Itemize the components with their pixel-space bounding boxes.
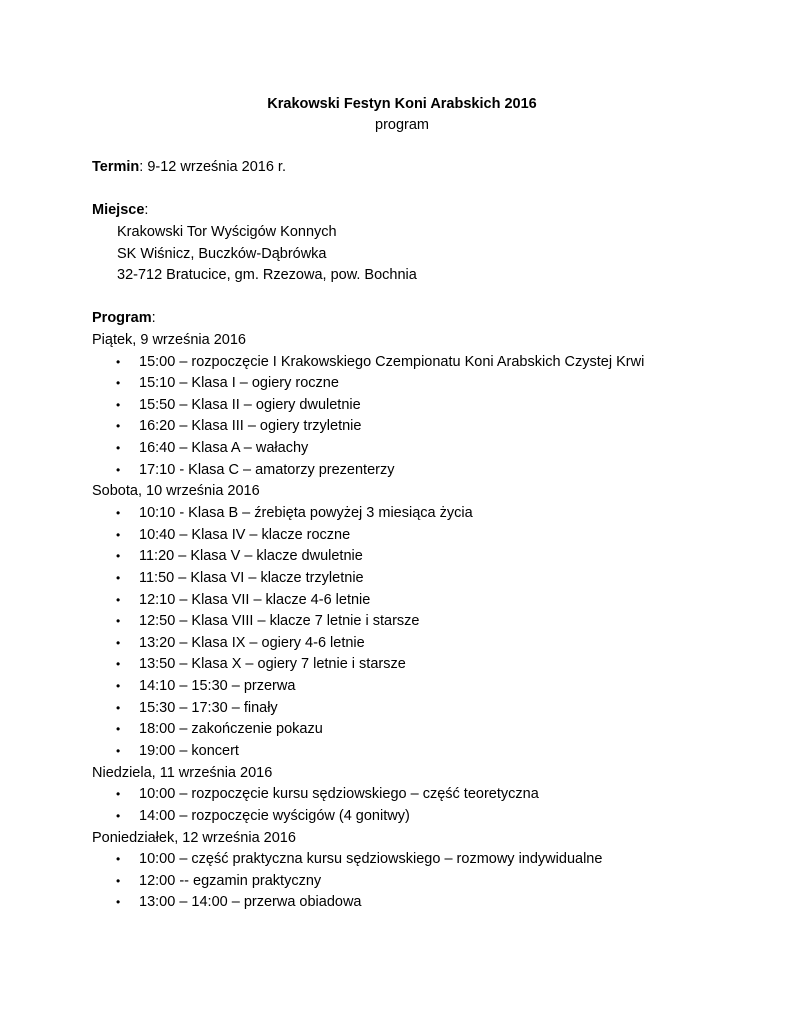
schedule-item — [92, 525, 712, 547]
day-heading: Sobota, 10 września 2016 — [92, 483, 260, 500]
bullet-icon: • — [116, 852, 121, 867]
termin-line — [92, 157, 712, 179]
program-suffix: : — [151, 310, 156, 327]
schedule-item — [92, 611, 712, 633]
schedule-item-text: 15:30 – 17:30 – finały — [139, 699, 278, 716]
schedule-item-text: 13:20 – Klasa IX – ogiery 4-6 letnie — [139, 634, 365, 651]
bullet-icon: • — [116, 679, 121, 694]
bullet-icon: • — [116, 397, 121, 412]
bullet-icon: • — [116, 635, 121, 650]
miejsce-suffix: : — [144, 202, 149, 219]
address-line: 32-712 Bratucice, gm. Rzezowa, pow. Bochnia — [117, 267, 417, 284]
bullet-icon: • — [116, 419, 121, 434]
schedule-item-text: 17:10 - Klasa C – amatorzy prezenterzy — [139, 461, 395, 478]
bullet-icon: • — [116, 527, 121, 542]
document-subtitle: program — [375, 117, 429, 133]
schedule-item — [92, 373, 712, 395]
schedule-item — [92, 654, 712, 676]
schedule-item-text: 10:00 – część praktyczna kursu sędziowskiego – rozmowy indywidualne — [139, 851, 603, 868]
schedule-item — [92, 719, 712, 741]
schedule-item-text: 13:00 – 14:00 – przerwa obiadowa — [139, 894, 362, 911]
schedule-item — [92, 568, 712, 590]
schedule-item — [92, 806, 712, 828]
schedule-item — [92, 352, 712, 374]
termin-label: Termin — [92, 159, 140, 176]
miejsce-label: Miejsce — [92, 202, 145, 219]
spacer — [92, 136, 712, 157]
schedule-item-text: 11:20 – Klasa V – klacze dwuletnie — [139, 548, 363, 565]
bullet-icon: • — [116, 549, 121, 564]
schedule-item — [92, 892, 712, 914]
bullet-icon: • — [116, 354, 121, 369]
schedule-item — [92, 784, 712, 806]
schedule-item — [92, 460, 712, 482]
bullet-icon: • — [116, 441, 121, 456]
document-title: Krakowski Festyn Koni Arabskich 2016 — [267, 96, 537, 112]
schedule-item-text: 10:00 – rozpoczęcie kursu sędziowskiego – część teoretyczna — [139, 786, 539, 803]
miejsce-heading — [92, 200, 712, 222]
schedule-item-text: 15:00 – rozpoczęcie I Krakowskiego Czempionatu Koni Arabskich Czystej Krwi — [139, 353, 645, 370]
spacer — [92, 287, 712, 309]
schedule-item-text: 10:40 – Klasa IV – klacze roczne — [139, 526, 351, 543]
bullet-icon: • — [116, 873, 121, 888]
bullet-icon: • — [116, 808, 121, 823]
program-heading — [92, 308, 712, 330]
schedule-item — [92, 395, 712, 417]
schedule-item — [92, 633, 712, 655]
bullet-icon: • — [116, 700, 121, 715]
bullet-icon: • — [116, 376, 121, 391]
day-heading: Poniedziałek, 12 września 2016 — [92, 829, 296, 846]
schedule-list — [92, 352, 712, 482]
schedule-item-text: 16:40 – Klasa A – wałachy — [139, 440, 309, 457]
bullet-icon: • — [116, 744, 121, 759]
schedule-list — [92, 784, 712, 827]
schedule-item — [92, 698, 712, 720]
schedule-item-text: 15:50 – Klasa II – ogiery dwuletnie — [139, 396, 361, 413]
schedule-item-text: 12:10 – Klasa VII – klacze 4-6 letnie — [139, 591, 371, 608]
schedule-item-text: 12:50 – Klasa VIII – klacze 7 letnie i starsze — [139, 613, 420, 630]
day-heading: Niedziela, 11 września 2016 — [92, 764, 273, 781]
schedule-item-text: 16:20 – Klasa III – ogiery trzyletnie — [139, 418, 362, 435]
day-heading: Piątek, 9 września 2016 — [92, 331, 246, 348]
address-line: Krakowski Tor Wyścigów Konnych — [117, 223, 337, 240]
bullet-icon: • — [116, 462, 121, 477]
schedule-item-text: 12:00 -- egzamin praktyczny — [139, 872, 322, 889]
bullet-icon: • — [116, 895, 121, 910]
schedule-item — [92, 676, 712, 698]
bullet-icon: • — [116, 722, 121, 737]
schedule-item-text: 15:10 – Klasa I – ogiery roczne — [139, 375, 339, 392]
bullet-icon: • — [116, 614, 121, 629]
schedule-item-text: 14:00 – rozpoczęcie wyścigów (4 gonitwy) — [139, 807, 410, 824]
schedule-item — [92, 849, 712, 871]
spacer — [92, 179, 712, 201]
bullet-icon: • — [116, 592, 121, 607]
bullet-icon: • — [116, 657, 121, 672]
schedule-item — [92, 438, 712, 460]
schedule-item — [92, 741, 712, 763]
schedule-list — [92, 503, 712, 763]
program-days — [92, 330, 712, 914]
bullet-icon: • — [116, 787, 121, 802]
schedule-item — [92, 503, 712, 525]
address-line: SK Wiśnicz, Buczków-Dąbrówka — [117, 245, 327, 262]
document-page — [92, 94, 712, 914]
bullet-icon: • — [116, 570, 121, 585]
schedule-item — [92, 871, 712, 893]
schedule-item-text: 18:00 – zakończenie pokazu — [139, 721, 323, 738]
schedule-item-text: 10:10 - Klasa B – źrebięta powyżej 3 miesiąca życia — [139, 504, 473, 521]
schedule-item-text: 11:50 – Klasa VI – klacze trzyletnie — [139, 569, 364, 586]
termin-value: : 9-12 września 2016 r. — [139, 159, 286, 176]
schedule-item-text: 13:50 – Klasa X – ogiery 7 letnie i starsze — [139, 656, 406, 673]
schedule-item-text: 19:00 – koncert — [139, 743, 239, 760]
schedule-item — [92, 590, 712, 612]
schedule-item — [92, 546, 712, 568]
schedule-item-text: 14:10 – 15:30 – przerwa — [139, 678, 296, 695]
schedule-item — [92, 416, 712, 438]
program-label: Program — [92, 310, 152, 327]
schedule-list — [92, 849, 712, 914]
bullet-icon: • — [116, 505, 121, 520]
